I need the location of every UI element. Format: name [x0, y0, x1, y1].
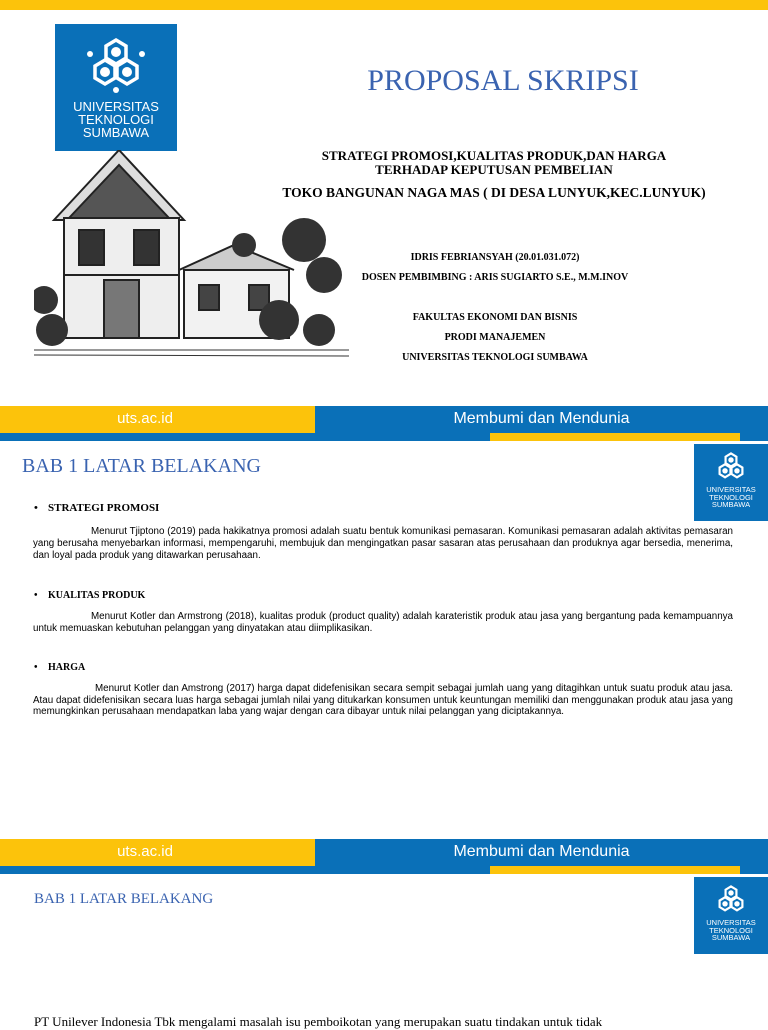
footer-website[interactable]: uts.ac.id	[117, 410, 173, 427]
logo-small-line1: UNIVERSITAS	[706, 485, 756, 494]
footer-tagline: Membumi dan Mendunia	[453, 843, 630, 860]
author-name: IDRIS FEBRIANSYAH (20.01.031.072)	[410, 252, 580, 263]
section-heading-kualitas: • KUALITAS PRODUK	[34, 590, 146, 601]
section-body-kualitas: Menurut Kotler dan Armstrong (2018), kualitas produk (product quality) adalah karateristik produk atau jasa yang bergantung pada kemampuannya untuk memuaskan kebutuhan pelanggan yang dinyatakan atau diimplikasikan.	[33, 611, 733, 634]
slide2-title: BAB 1 LATAR BELAKANG	[22, 455, 261, 477]
footer-website[interactable]: uts.ac.id	[117, 843, 173, 860]
logo-text-line1: UNIVERSITAS	[73, 99, 159, 114]
footer-bottom-accent	[490, 433, 740, 441]
molecule-logo-icon	[709, 881, 753, 919]
subtitle-line1: STRATEGI PROMOSI,KUALITAS PRODUK,DAN HARGA	[321, 148, 667, 163]
building-sketch-image	[34, 150, 349, 362]
section-heading-text: KUALITAS PRODUK	[48, 590, 146, 601]
top-accent-bar	[0, 0, 768, 10]
logo-small-line2: TEKNOLOGI	[709, 925, 753, 935]
section-heading-text: STRATEGI PROMOSI	[48, 502, 160, 514]
university-logo-small	[694, 877, 768, 954]
slide1-title: PROPOSAL SKRIPSI	[367, 64, 639, 97]
molecule-logo-icon	[709, 448, 753, 486]
university-logo-small	[694, 444, 768, 521]
logo-text-line2: TEKNOLOGI	[78, 112, 154, 127]
subtitle-line3: TOKO BANGUNAN NAGA MAS ( DI DESA LUNYUK,KEC.LUNYUK)	[282, 185, 706, 200]
logo-small-line2: TEKNOLOGI	[709, 492, 753, 502]
footer-bottom-accent	[490, 866, 740, 874]
logo-small-line3: SUMBAWA	[711, 933, 751, 942]
logo-small-line3: SUMBAWA	[711, 500, 751, 509]
section-heading-strategi: • STRATEGI PROMOSI	[34, 502, 160, 514]
slide3-partial-text: PT Unilever Indonesia Tbk mengalami masalah isu pemboikotan yang merupakan suatu tindakan untuk tidak	[34, 1014, 603, 1029]
section-body-harga: Menurut Kotler dan Amstrong (2017) harga dapat didefenisikan secara sempit sebagai jumlah uang yang ditagihkan untuk suatu produk atau jasa. Atau dapat didefenisikan secara luas harga sebagai jumlah nilai yang ditukarkan konsumen untuk keuntungan memiliki dan menggunakan produk atau jasa yang memungkinkan perusahaan mendapatkan laba yang wajar dengan cara dibayar untuk nilai pelanggan yang diciptakannya.	[33, 683, 733, 717]
logo-small-line1: UNIVERSITAS	[706, 918, 756, 927]
faculty-name: FAKULTAS EKONOMI DAN BISNIS	[412, 312, 578, 323]
university-name: UNIVERSITAS TEKNOLOGI SUMBAWA	[402, 352, 588, 363]
supervisor-name: DOSEN PEMBIMBING : ARIS SUGIARTO S.E., M.M.INOV	[361, 272, 629, 283]
program-name: PRODI MANAJEMEN	[444, 332, 546, 343]
section-heading-text: HARGA	[48, 662, 86, 673]
section-body-strategi: Menurut Tjiptono (2019) pada hakikatnya promosi adalah suatu bentuk komunikasi pemasaran. Komunikasi pemasaran adalah aktivitas pemasaran yang berusaha menyebarkan informasi, mempengaruhi, membujuk dan mengingatkan pasar sasaran atas perusahaan dan produknya agar bersedia, menerima, dan loyal pada produk yang ditawarkan perusahaan.	[33, 526, 733, 561]
molecule-logo-icon	[76, 30, 156, 100]
slide3-title: BAB 1 LATAR BELAKANG	[34, 891, 214, 907]
subtitle-line2: TERHADAP KEPUTUSAN PEMBELIAN	[375, 162, 613, 177]
logo-text-line3: SUMBAWA	[82, 125, 150, 140]
section-heading-harga: • HARGA	[34, 662, 86, 673]
footer-tagline: Membumi dan Mendunia	[453, 410, 630, 427]
university-logo	[55, 24, 177, 151]
